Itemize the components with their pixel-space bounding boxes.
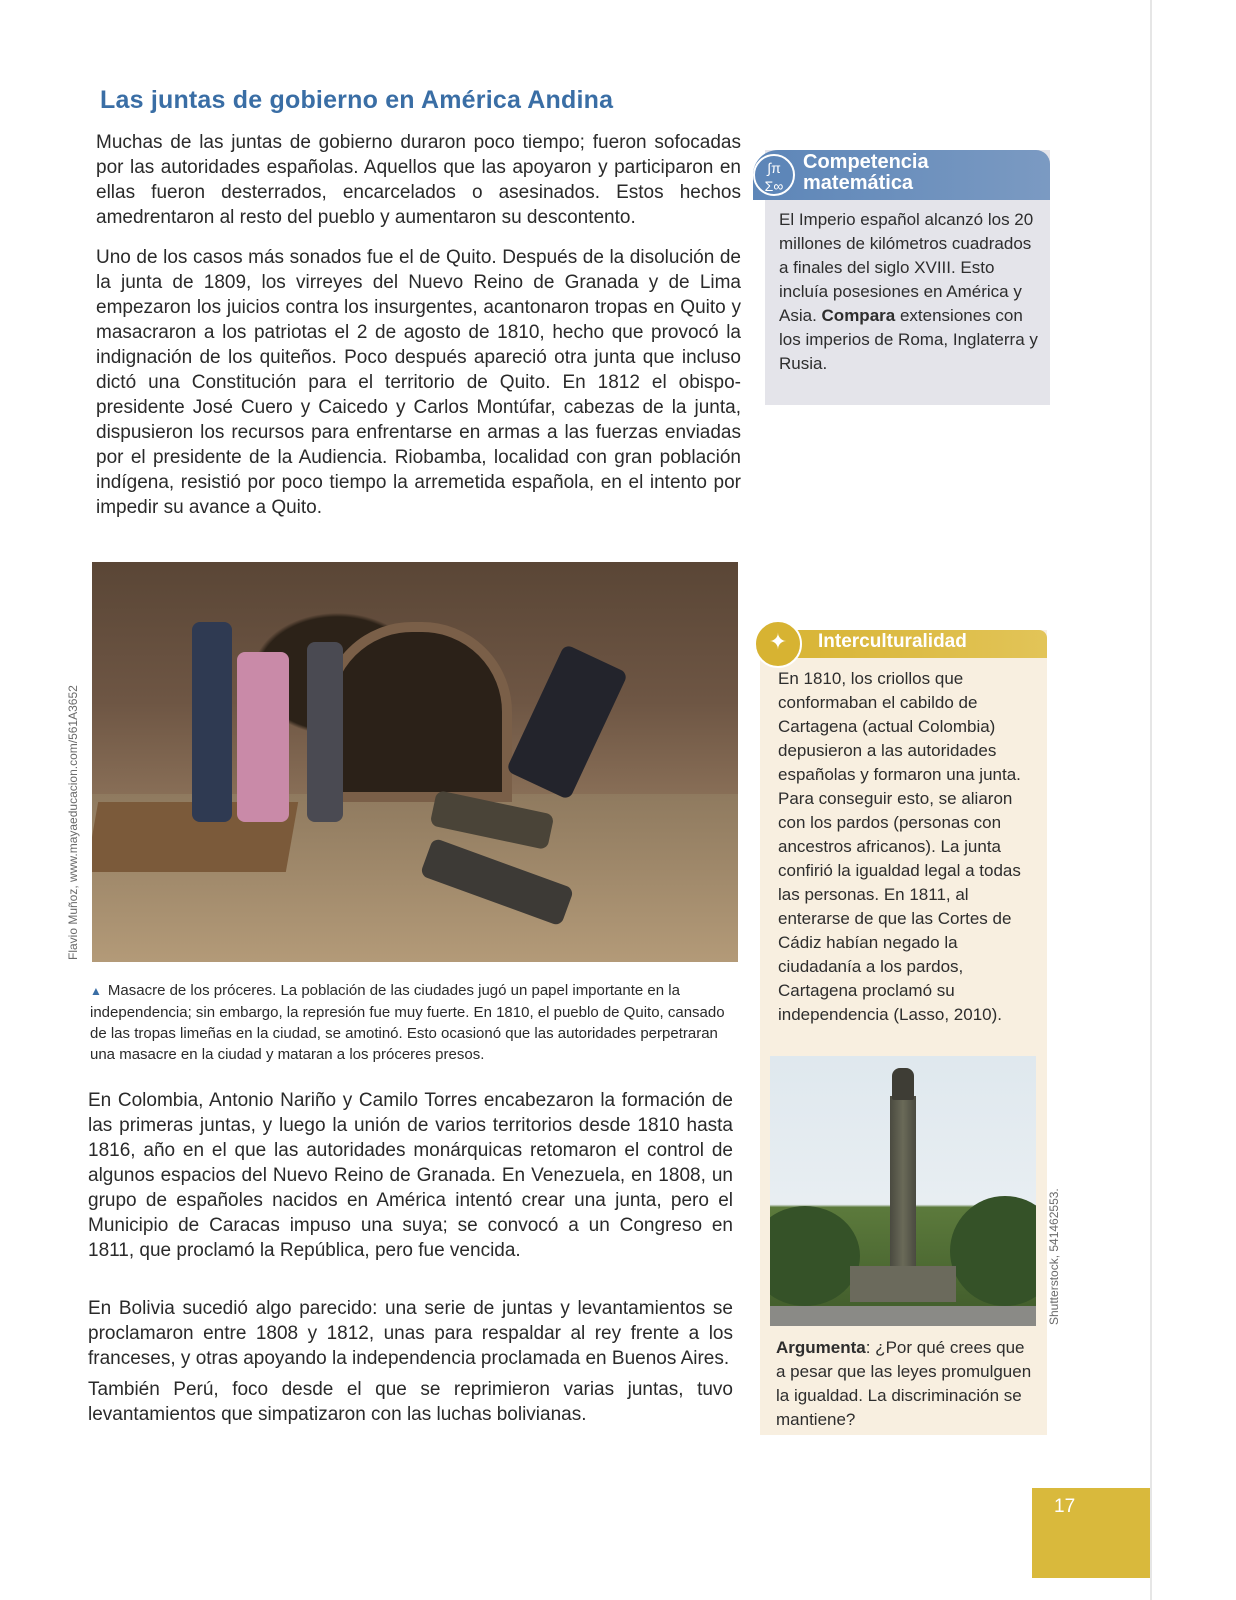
inter-box-title: Interculturalidad	[818, 631, 967, 652]
photo-tree-right	[950, 1196, 1036, 1306]
photo-caption	[90, 980, 740, 1065]
paragraph-3: En Colombia, Antonio Nariño y Camilo Torres encabezaron la formación de las primeras juntas, y luego la unión de varios territorios desde 1810 hasta 1816, año en el que las autoridades monárquicas retomaron el control de algunos espacios del Nuevo Reino de Granada. En Venezuela, en 1808, un grupo de españoles nacidos en América intentó crear una junta, pero el Municipio de Caracas impuso una suya; se convocó a un Congreso en 1811, que proclamó la República, pero fue vencida.	[88, 1090, 733, 1261]
photo-column	[890, 1096, 916, 1286]
inter-box-header	[760, 630, 1047, 658]
math-box-body: El Imperio español alcanzó los 20 millones de kilómetros cuadrados a finales del siglo XVIII. Esto incluía posesiones en América y Asia.	[779, 210, 1034, 325]
math-competence-box	[765, 150, 1050, 405]
paragraph-1: Muchas de las juntas de gobierno duraron poco tiempo; fueron sofocadas por las autoridades españolas. Aquellos que las apoyaron y participaron en ellas fueron desterrados, encarcelados o asesinados. Estos hechos amedrentaron al resto del pueblo y aumentaron su descontento.	[96, 132, 741, 228]
argumenta-prompt	[776, 1336, 1038, 1432]
photo-figure-soldier	[192, 622, 232, 822]
photo-figure-attacker	[506, 644, 629, 800]
paragraph-2: Uno de los casos más sonados fue el de Quito. Después de la disolución de la junta de 1809, los virreyes del Nuevo Reino de Granada y de Lima empezaron los juicios contra los insurgentes, acantonaron tropas en Quito y masacraron a los patriotas el 2 de agosto de 1810, hecho que provocó la indignación de los quiteños. Poco después apareció otra junta que incluso dictó una Constitución para el territorio de Quito. En 1812 el obispo-presidente José Cuero y Caicedo y Carlos Montúfar, cabezas de la junta, dispusieron los recursos para enfrentarse en armas a las fuerzas enviadas por el presidente de la Audiencia. Riobamba, localidad con gran población indígena, resistió por poco tiempo la arremetida española, en el intento por impedir su avance a Quito.	[96, 247, 741, 518]
photo2-credit-vertical: Shutterstock, 541462553.	[1047, 1188, 1061, 1325]
math-box-header	[753, 150, 1050, 200]
monument-photo	[770, 1056, 1036, 1326]
handshake-icon: ✦	[754, 620, 802, 668]
argumenta-question: : ¿Por qué crees que a pesar que las leyes promulguen la igualdad. La discriminación se mantiene?	[776, 1338, 1032, 1429]
page-number-tab	[1032, 1488, 1150, 1578]
photo-ground	[770, 1306, 1036, 1326]
photo-tree-left	[770, 1206, 860, 1306]
caption-text: Masacre de los próceres. La población de las ciudades jugó un papel importante en la independencia; sin embargo, la represión fue muy fuerte. En 1810, el pueblo de Quito, cansado de las tropas limeñas en la ciudad, se amotinó. Esto ocasionó que las autoridades perpetraran una masacre en la ciudad y mataran a los próceres presos.	[90, 982, 725, 1063]
photo-arch	[322, 622, 512, 802]
math-symbols-icon: ∫π Σ∞	[753, 154, 795, 196]
page-edge	[1150, 0, 1152, 1600]
math-box-title: Competencia matemática	[803, 151, 929, 194]
photo-credit-vertical: Flavio Muñoz, www.mayaeducacion.com/561A3652	[66, 685, 80, 960]
math-box-emphasis: Compara	[821, 306, 896, 325]
photo-statue	[892, 1068, 914, 1100]
section-title: Las juntas de gobierno en América Andina	[100, 86, 614, 114]
triangle-icon: ▲	[90, 984, 102, 998]
photo-figure-woman	[237, 652, 289, 822]
math-box-text	[779, 208, 1041, 376]
inter-box-text: En 1810, los criollos que conformaban el cabildo de Cartagena (actual Colombia) depusieron a las autoridades españolas y formaron una junta. Para conseguir esto, se aliaron con los pardos (personas con ancestros africanos). La junta confirió la igualdad legal a todas las personas. En 1811, al enterarse de que las Cortes de Cádiz habían negado la ciudadanía a los pardos, Cartagena proclamó su independencia (Lasso, 2010).	[778, 669, 1021, 1024]
math-box-body-2: extensiones con los imperios de Roma, Inglaterra y Rusia.	[779, 306, 1038, 373]
photo-monument-base	[850, 1266, 956, 1302]
page-number: 17	[1054, 1496, 1076, 1517]
paragraph-5: También Perú, foco desde el que se reprimieron varias juntas, tuvo levantamientos que simpatizaron con las luchas bolivianas.	[88, 1379, 733, 1425]
argumenta-label: Argumenta	[776, 1338, 866, 1357]
photo-figure-prisoner	[307, 642, 343, 822]
paragraph-4: En Bolivia sucedió algo parecido: una serie de juntas y levantamientos se proclamaron entre 1808 y 1812, unas para respaldar al rey frente a los franceses, y otras apoyando la independencia proclamada en Buenos Aires.	[88, 1298, 733, 1369]
massacre-diorama-photo	[92, 562, 738, 962]
